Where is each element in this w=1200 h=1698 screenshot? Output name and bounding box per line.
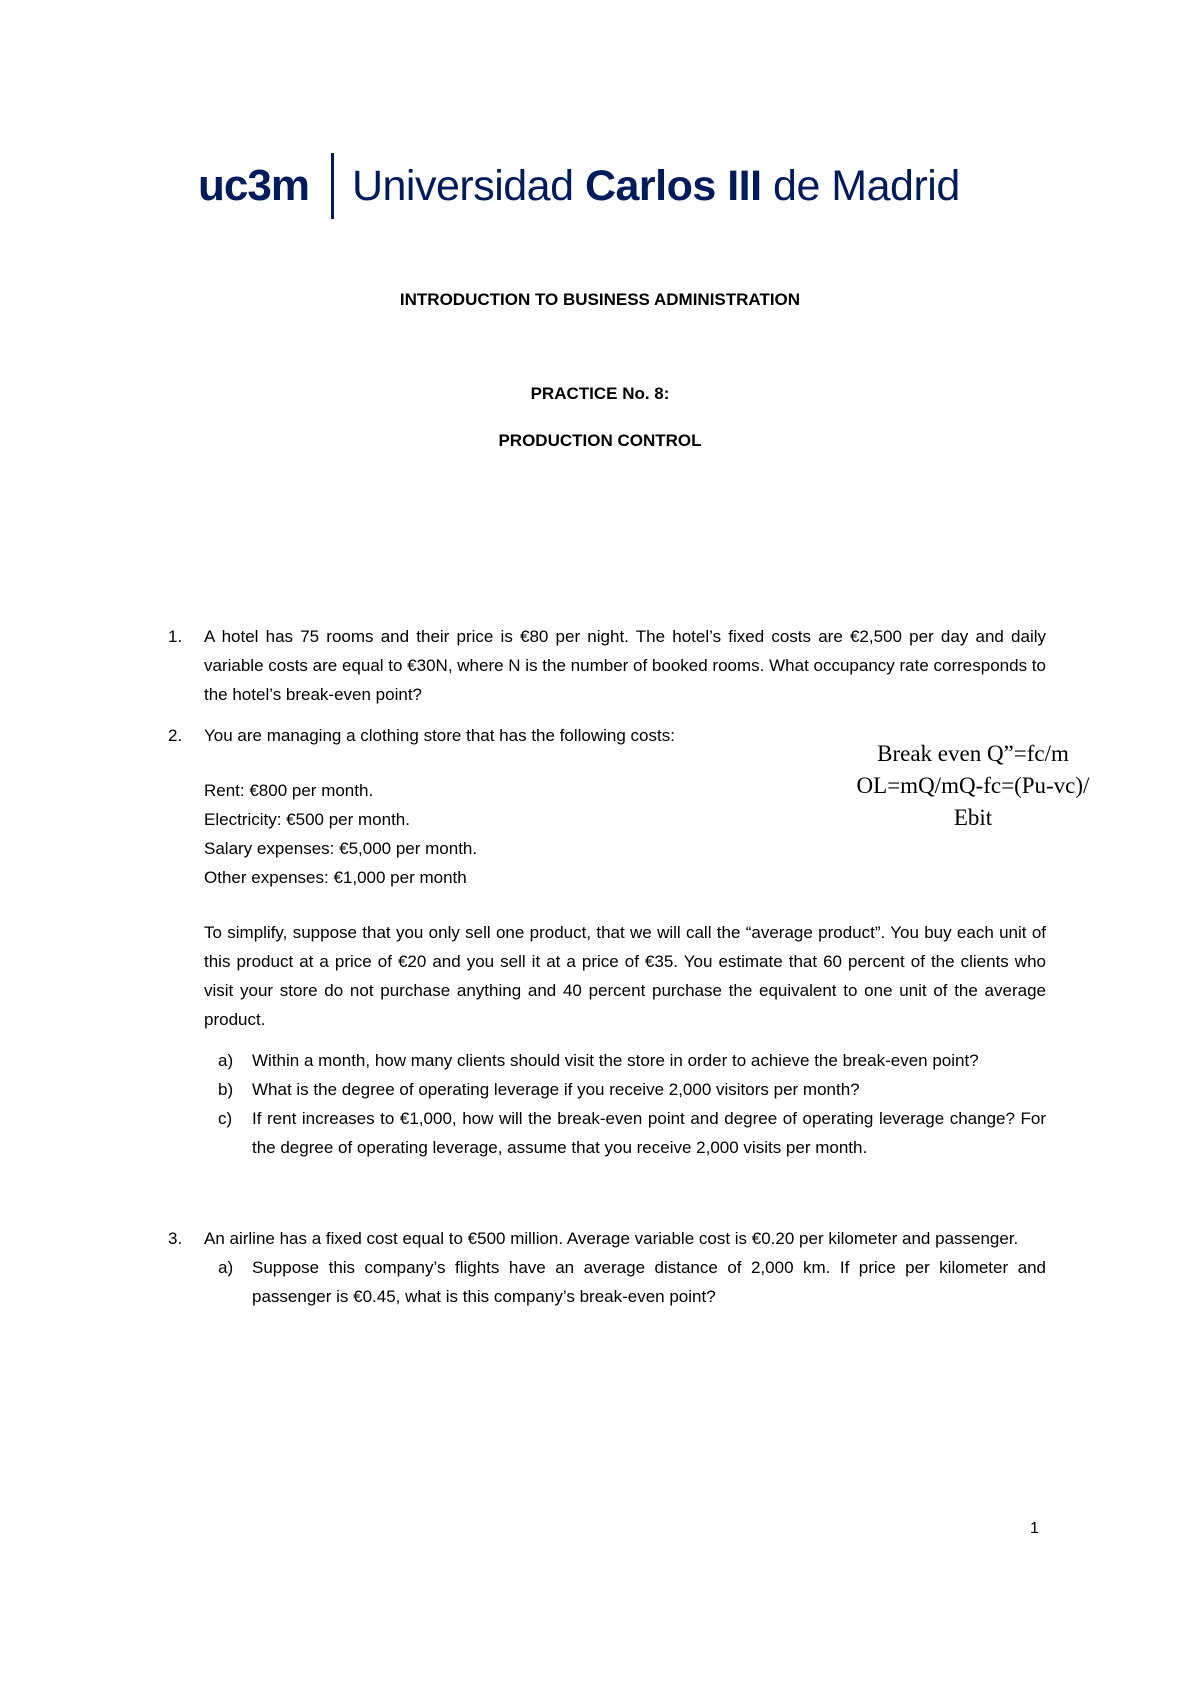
question-1 <box>168 622 1046 709</box>
question-number: 3. <box>168 1229 183 1248</box>
sub-question-text: Suppose this company’s flights have an average distance of 2,000 km. If price per kilometer and passenger is €0.45, what is this company’s break-even point? <box>252 1258 1046 1306</box>
sub-question-a <box>204 1046 1046 1075</box>
cost-item-electricity: Electricity: €500 per month. <box>204 810 410 829</box>
formula-line-3: Ebit <box>953 805 993 830</box>
sub-question-label: b) <box>218 1080 234 1099</box>
page-number: 1 <box>1030 1520 1039 1537</box>
exercise-list <box>168 622 1046 1311</box>
sub-question-label: c) <box>218 1109 233 1128</box>
logo-name-part-2: de Madrid <box>761 161 960 210</box>
formula-annotation <box>818 738 1128 834</box>
practice-number: PRACTICE No. 8: <box>530 384 670 403</box>
university-logo <box>198 150 960 222</box>
logo-divider <box>331 153 334 219</box>
course-title: INTRODUCTION TO BUSINESS ADMINISTRATION <box>399 290 801 309</box>
question-text: A hotel has 75 rooms and their price is €80 per night. The hotel’s fixed costs are €2,500 per day and daily variable costs are equal to €30N, where N is the number of booked rooms. What occupancy rate corresponds to the hotel’s break-even point? <box>204 627 1046 704</box>
sub-question-text: Within a month, how many clients should visit the store in order to achieve the break-even point? <box>252 1051 979 1070</box>
question-number: 1. <box>168 627 183 646</box>
logo-name-part-1: Universidad <box>351 161 585 210</box>
sub-question-a <box>204 1253 1046 1311</box>
logo-university-name <box>352 162 960 211</box>
question-number: 2. <box>168 726 183 745</box>
sub-question-label: a) <box>218 1258 234 1277</box>
question-intro: You are managing a clothing store that has the following costs: <box>204 726 675 745</box>
formula-line-2: OL=mQ/mQ-fc=(Pu-vc)/ <box>856 773 1090 798</box>
sub-question-text: If rent increases to €1,000, how will the break-even point and degree of operating leverage change? For the degree of operating leverage, assume that you receive 2,000 visits per month. <box>252 1109 1046 1157</box>
sub-question-text: What is the degree of operating leverage if you receive 2,000 visitors per month? <box>252 1080 860 1099</box>
logo-mark: uc3m <box>198 161 309 210</box>
question-text: An airline has a fixed cost equal to €500 million. Average variable cost is €0.20 per kilometer and passenger. <box>204 1229 1019 1248</box>
practice-topic: PRODUCTION CONTROL <box>498 431 702 450</box>
cost-item-rent: Rent: €800 per month. <box>204 781 374 800</box>
formula-line-1: Break even Q”=fc/m <box>877 741 1069 766</box>
logo-name-bold: Carlos III <box>584 161 762 210</box>
cost-item-other: Other expenses: €1,000 per month <box>204 868 467 887</box>
cost-item-salary: Salary expenses: €5,000 per month. <box>204 839 478 858</box>
sub-question-c <box>204 1104 1046 1162</box>
sub-question-b <box>204 1075 1046 1104</box>
question-3 <box>168 1224 1046 1311</box>
sub-question-label: a) <box>218 1051 234 1070</box>
question-paragraph: To simplify, suppose that you only sell one product, that we will call the “average product”. You buy each unit of this product at a price of €20 and you sell it at a price of €35. You estimate that 60 percent of the clients who visit your store do not purchase anything and 40 percent purchase the equivalent to one unit of the average product. <box>204 923 1046 1029</box>
